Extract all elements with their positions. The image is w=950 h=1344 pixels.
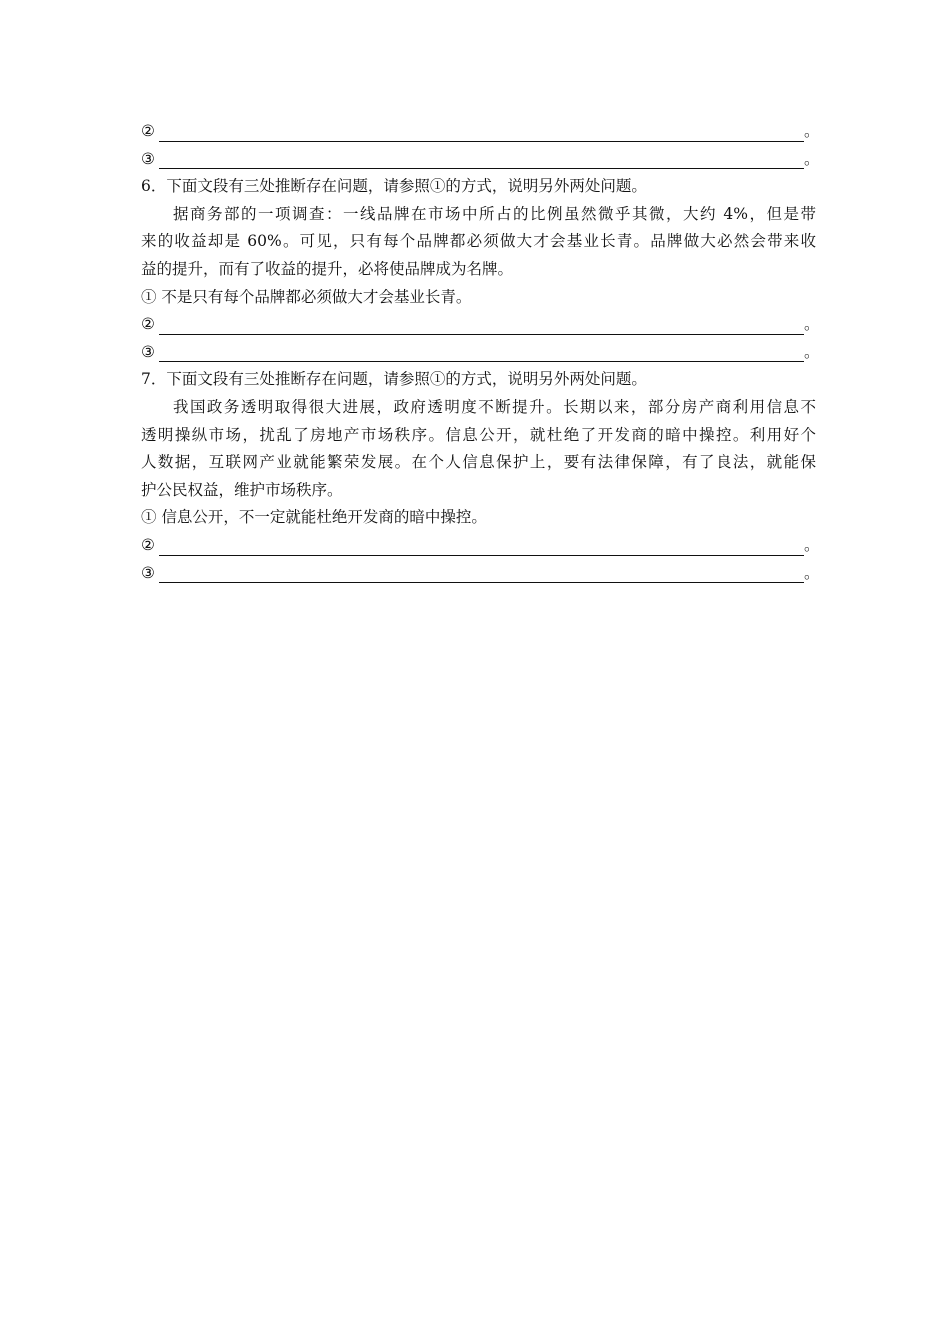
answer-blank[interactable] [159, 564, 804, 583]
answer-marker: ② [141, 122, 155, 140]
answer-period: 。 [804, 315, 820, 334]
question-6-passage-line: 来的收益却是 60%。可见，只有每个品牌都必须做大才会基业长青。品牌做大必然会带来收 [141, 232, 816, 251]
answer-blank[interactable] [159, 123, 804, 142]
question-6-example-answer: ① 不是只有每个品牌都必须做大才会基业长青。 [141, 287, 472, 306]
answer-blank[interactable] [159, 316, 804, 335]
question-7-example-answer: ① 信息公开，不一定就能杜绝开发商的暗中操控。 [141, 508, 487, 527]
answer-blank[interactable] [159, 150, 804, 169]
answer-marker: ② [141, 535, 155, 554]
question-6-answer-3[interactable] [141, 339, 820, 367]
question-7-prompt: 7．下面文段有三处推断存在问题，请参照①的方式，说明另外两处问题。 [141, 370, 647, 389]
answer-period: 。 [804, 342, 820, 361]
worksheet-page [141, 118, 820, 587]
question-6-passage-line: 益的提升，而有了收益的提升，必将使品牌成为名牌。 [141, 259, 514, 278]
question-7-answer-3[interactable] [141, 560, 820, 588]
answer-marker: ③ [141, 342, 155, 361]
answer-period: 。 [804, 535, 820, 554]
question-7-passage-line: 护公民权益，维护市场秩序。 [141, 480, 343, 499]
question-7-passage-line: 我国政务透明取得很大进展，政府透明度不断提升。长期以来，部分房产商利用信息不 [173, 397, 816, 416]
answer-blank[interactable] [159, 343, 804, 362]
answer-marker: ② [141, 315, 155, 334]
answer-marker: ③ [141, 563, 155, 582]
answer-marker: ③ [141, 149, 155, 168]
answer-blank[interactable] [159, 537, 804, 556]
question-6-prompt: 6．下面文段有三处推断存在问题，请参照①的方式，说明另外两处问题。 [141, 177, 647, 196]
answer-period: 。 [804, 563, 820, 582]
answer-line-3[interactable] [141, 146, 820, 174]
question-7-passage-line: 人数据，互联网产业就能繁荣发展。在个人信息保护上，要有法律保障，有了良法，就能保 [141, 453, 816, 472]
answer-period: 。 [804, 122, 820, 140]
question-7-answer-2[interactable] [141, 532, 820, 560]
question-6-passage-line: 据商务部的一项调查：一线品牌在市场中所占的比例虽然微乎其微，大约 4%，但是带 [173, 204, 816, 223]
question-6-answer-2[interactable] [141, 311, 820, 339]
question-7-passage-line: 透明操纵市场，扰乱了房地产市场秩序。信息公开，就杜绝了开发商的暗中操控。利用好个 [141, 425, 816, 444]
answer-line-2[interactable] [141, 118, 820, 146]
answer-period: 。 [804, 149, 820, 168]
